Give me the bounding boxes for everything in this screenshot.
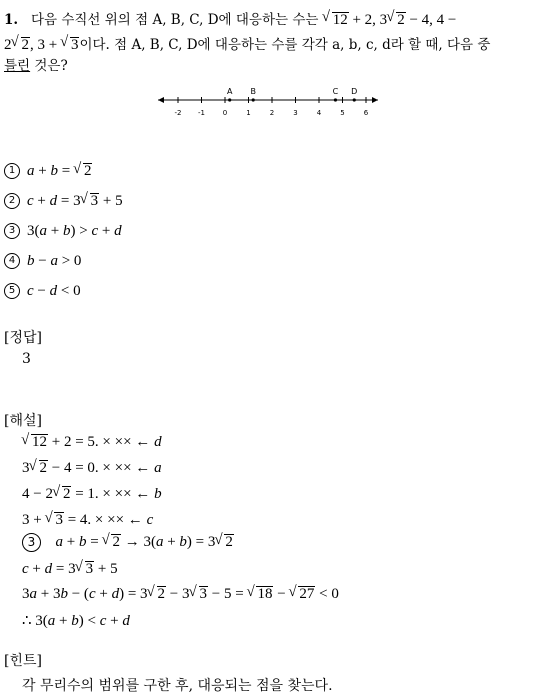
circled-number: 3 [22,533,41,552]
hint-text: 각 무리수의 범위를 구한 후, 대응되는 점을 찾는다. [22,678,333,694]
question-line-2: 2√ 2, 3 + √ 3이다. 점 A, B, C, D에 대응하는 수를 각각 a, b, c, d라 할 때, 다음 중 [4,37,490,54]
left-arrow [158,97,164,103]
option-marker: 5 [4,283,20,299]
tick-label: 5 [340,109,345,117]
point-label: A [226,87,233,96]
question-number: 1. [4,12,19,28]
tick-label: 4 [316,109,322,117]
solution-line-2: 3√ 2 − 4 = 0. × ×× ← a [22,460,162,477]
option-1[interactable]: 1 a + b = √ 2 [4,163,92,180]
question-line3-tail: 것은? [34,58,68,74]
underlined-word: 틀린 [4,58,31,74]
hint-label: [힌트] [4,653,42,669]
solution-label: [해설] [4,413,42,429]
question-line2-tail: 이다. 점 A, B, C, D에 대응하는 수를 각각 a, b, c, d라 할 때, 다음 중 [79,37,491,53]
point-label: D [351,87,358,96]
option-5[interactable]: 5 c − d < 0 [4,283,81,300]
tick-label: 3 [293,109,298,117]
solution-line-1: √ 12 + 2 = 5. × ×× ← d [22,434,162,451]
point-b [252,98,255,101]
option-marker: 3 [4,223,20,239]
solution-line-8: ∴ 3(a + b) < c + d [22,613,130,629]
tick-label: 2 [269,109,275,117]
question-text: 다음 수직선 위의 점 A, B, C, D에 대응하는 수는 [30,12,319,28]
solution-line-6: c + d = 3√ 3 + 5 [22,561,118,578]
tick-label: -2 [174,109,182,117]
point-a [228,98,231,101]
point-label: C [332,87,339,96]
option-marker: 2 [4,193,20,209]
point-c [334,98,337,101]
point-label: B [250,87,256,96]
tick-label: 0 [222,109,228,117]
answer-value: 3 [22,351,31,367]
option-marker: 4 [4,253,20,269]
answer-label: [정답] [4,330,42,346]
point-d [353,98,356,101]
option-4[interactable]: 4 b − a > 0 [4,253,81,270]
right-arrow [372,97,378,103]
question-line-1 [4,12,456,29]
solution-line-3: 4 − 2√ 2 = 1. × ×× ← b [22,486,162,503]
option-2[interactable]: 2 c + d = 3√ 3 + 5 [4,193,123,210]
tick-label: -1 [198,109,205,117]
number-line [150,80,390,122]
option-marker: 1 [4,163,20,179]
question-line-3 [4,60,68,74]
solution-line-7: 3a + 3b − (c + d) = 3√ 2 − 3√ 3 − 5 = √ 18 − √ 27 < 0 [22,586,339,603]
option-3[interactable]: 3 3(a + b) > c + d [4,223,122,240]
question-values-first: √ 12 + 2, 3√ 2 − 4, 4 − [323,12,457,28]
tick-label: 6 [363,109,369,117]
solution-line-4: 3 + √ 3 = 4. × ×× ← c [22,512,153,529]
solution-line-5: 3 a + b = √ 2 → 3(a + b) = 3√ 2 [22,533,234,552]
tick-label: 1 [246,109,251,117]
